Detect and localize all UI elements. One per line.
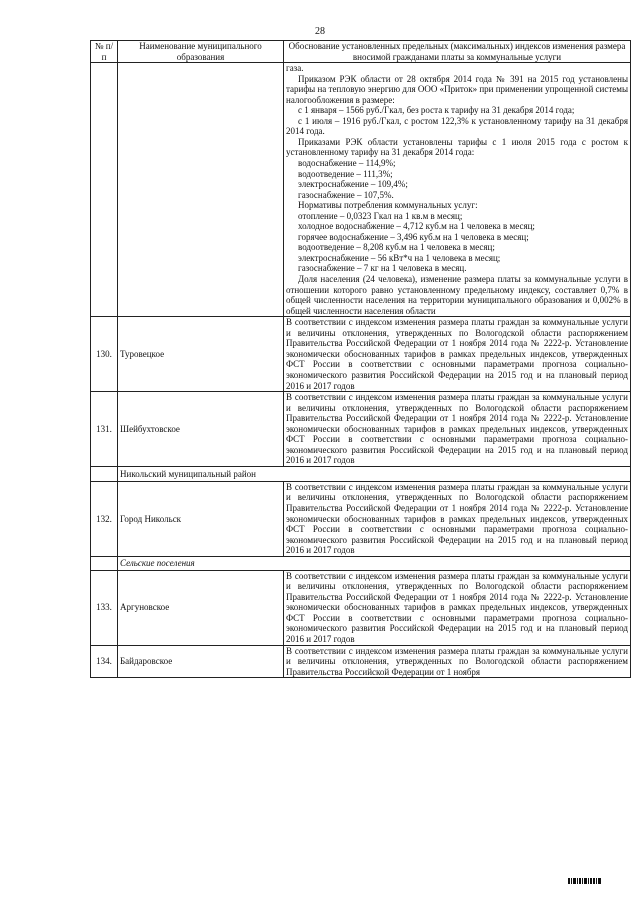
- table-row: [91, 570, 631, 645]
- table-row: [91, 645, 631, 678]
- justification-paragraph: электроснабжение – 56 кВт*ч на 1 человека в месяц;: [298, 252, 501, 263]
- row-number: 131.: [91, 392, 118, 467]
- row-justification: В соответствии с индексом изменения размера платы граждан за коммунальные услуги и величины отклонения, утвержденных по Вологодской области распоряжением Правительства Российской Федерации от 1 ноября 2014 года № 2222-р. Установление экономически обоснованных тарифов в рамках предельных индексов, утвержденных ФСТ России в соответствии с основными параметрами прогноза социально-экономического развития Российской Федерации на 2015 год и на плановый период 2016 и 2017 годов: [284, 570, 631, 645]
- table-header-row: [91, 41, 631, 63]
- justification-paragraph: газа.: [286, 63, 304, 74]
- row-number: 130.: [91, 317, 118, 392]
- row-number: [91, 63, 118, 317]
- district-title: Никольский муниципальный район: [118, 466, 631, 481]
- justification-paragraph: Приказами РЭК области установлены тарифы с 1 июля 2015 года с ростом к установленному тарифу на 31 декабря 2014 года:: [286, 136, 628, 158]
- justification-paragraph: электроснабжение – 109,4%;: [298, 179, 408, 190]
- tariff-table: [90, 40, 631, 678]
- justification-paragraph: отопление – 0,0323 Гкал на 1 кв.м в месяц;: [298, 210, 463, 221]
- header-number: № п/п: [91, 41, 118, 63]
- justification-paragraph: водоотведение – 8,208 куб.м на 1 человека в месяц;: [298, 242, 495, 253]
- row-municipality: Шейбухтовское: [118, 392, 284, 467]
- subsection-row: [91, 556, 631, 570]
- row-municipality: Город Никольск: [118, 481, 284, 556]
- row-municipality: Аргуновское: [118, 570, 284, 645]
- row-number: 133.: [91, 570, 118, 645]
- barcode-mark: [568, 878, 601, 884]
- row-justification-continued: [284, 63, 631, 317]
- row-number: 132.: [91, 481, 118, 556]
- row-municipality: Туровецкое: [118, 317, 284, 392]
- table-row-continued: [91, 63, 631, 317]
- subsection-title: Сельские поселения: [118, 556, 631, 570]
- justification-paragraph: с 1 июля – 1916 руб./Гкал, с ростом 122,3% к установленному тарифу на 31 декабря 2014 года.: [286, 115, 628, 137]
- table-row: [91, 481, 631, 556]
- row-number: [91, 466, 118, 481]
- justification-paragraph: Нормативы потребления коммунальных услуг:: [298, 200, 478, 211]
- row-justification: В соответствии с индексом изменения размера платы граждан за коммунальные услуги и величины отклонения, утвержденных по Вологодской области распоряжением Правительства Российской Федерации от 1 ноября 2014 года № 2222-р. Установление экономически обоснованных тарифов в рамках предельных индексов, утвержденных ФСТ России в соответствии с основными параметрами прогноза социально-экономического развития Российской Федерации на 2015 год и на плановый период 2016 и 2017 годов: [284, 392, 631, 467]
- justification-paragraph: водоотведение – 111,3%;: [298, 168, 393, 179]
- header-justification: Обоснование установленных предельных (максимальных) индексов изменения размера вносимой гражданами платы за коммунальные услуги: [284, 41, 631, 63]
- row-justification: В соответствии с индексом изменения размера платы граждан за коммунальные услуги и величины отклонения, утвержденных по Вологодской области распоряжением Правительства Российской Федерации от 1 ноября 2014 года № 2222-р. Установление экономически обоснованных тарифов в рамках предельных индексов, утвержденных ФСТ России в соответствии с основными параметрами прогноза социально-экономического развития Российской Федерации на 2015 год и на плановый период 2016 и 2017 годов: [284, 317, 631, 392]
- district-section-row: [91, 466, 631, 481]
- row-justification: В соответствии с индексом изменения размера платы граждан за коммунальные услуги и величины отклонения, утвержденных по Вологодской области распоряжением Правительства Российской Федерации от 1 ноября: [284, 645, 631, 678]
- justification-paragraph: Доля населения (24 человека), изменение размера платы за коммунальные услуги в отношении которого равно установленному предельному индексу, составляет 0,7% в общей численности населения на территории муниципального образования и 0,002% в общей численности населения области: [286, 274, 628, 316]
- justification-paragraph: газоснабжение – 107,5%.: [298, 189, 394, 200]
- row-number: [91, 556, 118, 570]
- row-municipality: Байдаровское: [118, 645, 284, 678]
- justification-paragraph: Приказом РЭК области от 28 октября 2014 года № 391 на 2015 год установлены тарифы на тепловую энергию для ООО «Приток» при применении упрощенной системы налогообложения в размере:: [286, 73, 628, 105]
- row-number: 134.: [91, 645, 118, 678]
- justification-paragraph: водоснабжение – 114,9%;: [298, 158, 396, 169]
- table-row: [91, 392, 631, 467]
- justification-paragraph: с 1 января – 1566 руб./Гкал, без роста к тарифу на 31 декабря 2014 года;: [298, 105, 575, 116]
- header-municipality: Наименование муниципального образования: [118, 41, 284, 63]
- row-justification: В соответствии с индексом изменения размера платы граждан за коммунальные услуги и величины отклонения, утвержденных по Вологодской области распоряжением Правительства Российской Федерации от 1 ноября 2014 года № 2222-р. Установление экономически обоснованных тарифов в рамках предельных индексов, утвержденных ФСТ России в соответствии с основными параметрами прогноза социально-экономического развития Российской Федерации на 2015 год и на плановый период 2016 и 2017 годов: [284, 481, 631, 556]
- row-municipality: [118, 63, 284, 317]
- justification-paragraph: горячее водоснабжение – 3,496 куб.м на 1 человека в месяц;: [298, 231, 529, 242]
- table-row: [91, 317, 631, 392]
- justification-paragraph: холодное водоснабжение – 4,712 куб.м на 1 человека в месяц;: [298, 221, 535, 232]
- justification-paragraph: газоснабжение – 7 кг на 1 человека в месяц.: [298, 263, 467, 274]
- page-number: 28: [315, 26, 325, 37]
